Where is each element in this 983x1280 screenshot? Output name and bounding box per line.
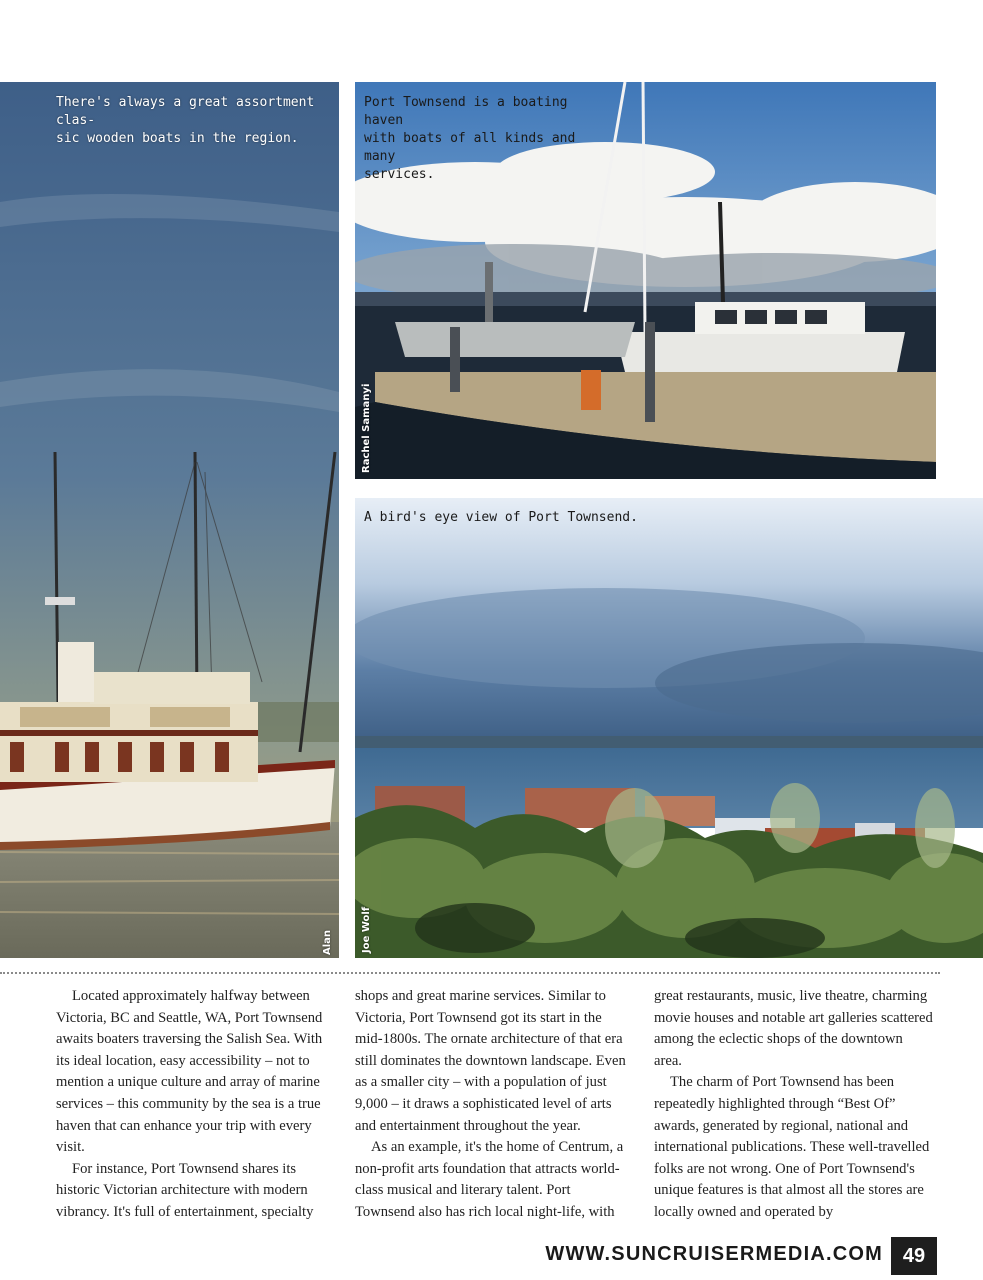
caption-wooden-boat: There's always a great assortment clas- sic wooden boats in the region.	[56, 95, 315, 146]
photo-birds-eye-view	[355, 498, 983, 958]
article-column-1	[56, 986, 338, 1224]
article-column-3	[654, 986, 934, 1224]
birds-eye-view-image	[355, 498, 983, 958]
photo-credit-alan: Alan	[322, 929, 333, 955]
caption-marina: Port Townsend is a boating haven with boats of all kinds and many services.	[364, 95, 576, 182]
article-paragraph: For instance, Port Townsend shares its historic Victorian architecture with modern vibrancy. It's full of entertainment, specialty	[56, 1160, 314, 1220]
article-paragraph: shops and great marine services. Similar to Victoria, Port Townsend got its start in the mid-1800s. The ornate architecture of that era still dominates the downtown landscape. Even as a smaller city – with a population of just 9,000 – it draws a sophisticated level of arts and entertainment throughout the year.	[355, 988, 626, 1134]
page-number: 49	[891, 1237, 937, 1275]
wooden-boat-image	[0, 82, 339, 958]
photo-credit-rachel-samanyi: Rachel Samanyi	[361, 383, 372, 473]
section-divider	[0, 972, 940, 974]
article-paragraph: great restaurants, music, live theatre, charming movie houses and notable art galleries scattered among the eclectic shops of the downtown area.	[654, 988, 933, 1069]
caption-birds-eye-view: A bird's eye view of Port Townsend.	[364, 510, 638, 525]
article-paragraph: As an example, it's the home of Centrum, a non-profit arts foundation that attracts world-class musical and literary talent. Port Townsend also has rich local night-life, with	[355, 1139, 624, 1220]
website-url[interactable]: WWW.SUNCRUISERMEDIA.COM	[545, 1243, 883, 1265]
article-paragraph: Located approximately halfway between Victoria, BC and Seattle, WA, Port Townsend awaits boaters traversing the Salish Sea. With its ideal location, easy accessibility – not to mention a unique culture and array of marine services – this community by the sea is a true haven that can enhance your trip with every visit.	[56, 988, 323, 1156]
article-column-2	[355, 986, 630, 1224]
article-paragraph: The charm of Port Townsend has been repeatedly highlighted through “Best Of” awards, generated by regional, national and international publications. These well-travelled folks are not wrong. One of Port Townsend's unique features is that almost all the stores are locally owned and operated by	[654, 1074, 930, 1220]
photo-credit-joe-wolf: Joe Wolf	[361, 906, 372, 953]
photo-wooden-boat	[0, 82, 339, 958]
